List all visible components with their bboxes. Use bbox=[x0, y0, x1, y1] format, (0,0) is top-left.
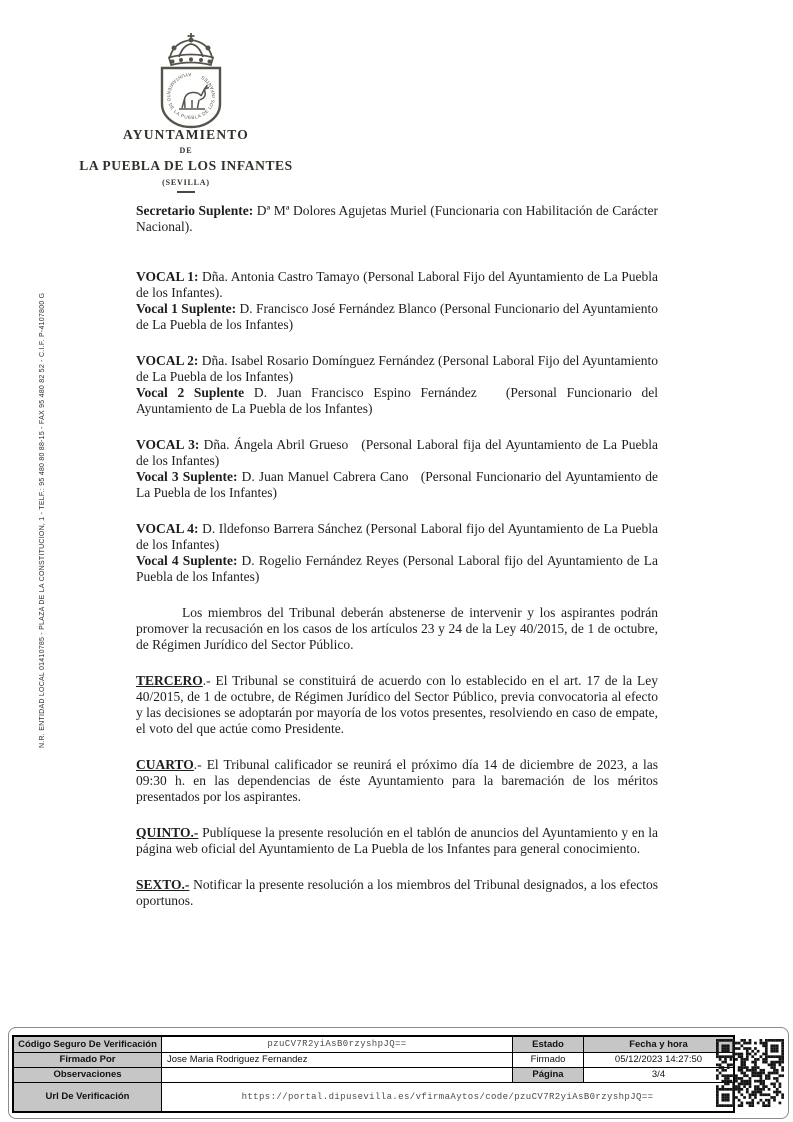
vocal4-text: D. Ildefonso Barrera Sánchez (Personal Laboral fijo del Ayuntamiento de La Puebla de los Infantes) bbox=[136, 521, 659, 552]
qr-code bbox=[716, 1039, 784, 1107]
vocal3-suplente-lead: Vocal 3 Suplente: bbox=[136, 469, 238, 484]
vocal2-text: Dña. Isabel Rosario Domínguez Fernández (Personal Laboral Fijo del Ayuntamiento de La Puebla de los Infantes) bbox=[136, 353, 658, 384]
vocal4-suplente-text: D. Rogelio Fernández Reyes (Personal Laboral fijo del Ayuntamiento de La Puebla de los Infantes) bbox=[136, 553, 658, 584]
vocal2-lead: VOCAL 2: bbox=[136, 353, 199, 368]
quinto-lead: QUINTO.- bbox=[136, 825, 199, 840]
vocal3-lead: VOCAL 3: bbox=[136, 437, 200, 452]
estado-label: Estado bbox=[513, 1036, 584, 1052]
org-name: AYUNTAMIENTO bbox=[123, 127, 249, 142]
csv-value: pzuCV7R2yiAsB0rzyshpJQ== bbox=[162, 1036, 513, 1052]
shield-icon bbox=[162, 68, 220, 127]
table-row bbox=[13, 1052, 734, 1067]
vocal1-text: Dña. Antonia Castro Tamayo (Personal Laboral Fijo del Ayuntamiento de La Puebla de los Infantes). bbox=[136, 269, 658, 300]
secretario-text: Dª Mª Dolores Agujetas Muriel (Funcionaria con Habilitación de Carácter Nacional). bbox=[136, 203, 658, 234]
firmado-por-value: Jose Maria Rodriguez Fernandez bbox=[162, 1052, 513, 1067]
org-province: (SEVILLA) bbox=[162, 178, 210, 187]
observaciones-label: Observaciones bbox=[13, 1067, 162, 1082]
url-label: Url De Verificación bbox=[13, 1082, 162, 1112]
paragraph-abstencion bbox=[136, 605, 658, 653]
vocal2-suplente-lead: Vocal 2 Suplente bbox=[136, 385, 245, 400]
org-de: DE bbox=[179, 146, 193, 155]
vocal-block-1 bbox=[136, 269, 658, 333]
tercero-sep: .- bbox=[202, 673, 216, 688]
pagina-value: 3/4 bbox=[584, 1067, 735, 1082]
cuarto-text: El Tribunal calificador se reunirá el próximo día 14 de diciembre de 2023, a las 09:30 h. en las dependencias de éste Ayuntamiento para la baremación de los méritos presentados por los aspirantes. bbox=[136, 757, 659, 804]
firmado-por-label: Firmado Por bbox=[13, 1052, 162, 1067]
vocal3-suplente-text: D. Juan Manuel Cabrera Cano (Personal Funcionario del Ayuntamiento de La Puebla de los Infantes) bbox=[136, 469, 659, 500]
header-dash bbox=[177, 191, 195, 193]
verification-table bbox=[12, 1035, 735, 1113]
cuarto-lead: CUARTO bbox=[136, 757, 194, 772]
tercero-text: El Tribunal se constituirá de acuerdo con lo establecido en el art. 17 de la Ley 40/2015, de 1 de octubre, de Régimen Jurídico del Sector Público, previa convocatoria al efecto y las decisiones se adoptarán por mayoría de los votos presentes, resolviendo en caso de empate, el voto del que actúe como Presidente. bbox=[136, 673, 659, 736]
table-row bbox=[13, 1082, 734, 1112]
section-sexto bbox=[136, 877, 658, 909]
abstencion-text: Los miembros del Tribunal deberán abstenerse de intervenir y los aspirantes podrán promover la recusación en los casos de los artículos 23 y 24 de la Ley 40/2015, de 1 de octubre, de Régimen Jurídico del Sector Público. bbox=[136, 605, 658, 652]
section-tercero bbox=[136, 673, 658, 737]
fecha-value: 05/12/2023 14:27:50 bbox=[584, 1052, 735, 1067]
table-row bbox=[13, 1036, 734, 1052]
vocal1-lead: VOCAL 1: bbox=[136, 269, 199, 284]
coat-of-arms bbox=[141, 31, 241, 131]
sexto-text: Notificar la presente resolución a los miembros del Tribunal designados, a los efectos oportunos. bbox=[136, 877, 659, 908]
vocal3-text: Dña. Ángela Abril Grueso (Personal Laboral fija del Ayuntamiento de La Puebla de los Infantes) bbox=[136, 437, 659, 468]
cuarto-sep: .- bbox=[193, 757, 207, 772]
vocal-block-3 bbox=[136, 437, 658, 501]
url-value: https://portal.dipusevilla.es/vfirmaAytos/code/pzuCV7R2yiAsB0rzyshpJQ== bbox=[162, 1082, 735, 1112]
registry-sideline: N.R. ENTIDAD LOCAL 01410785 - PLAZA DE LA CONSTITUCION, 1 - TELF.: 95 480 80 88-15 - FAX 95 480 82 52 - C.I.F. P-4107800 G bbox=[39, 292, 46, 748]
table-row bbox=[13, 1067, 734, 1082]
fecha-label: Fecha y hora bbox=[584, 1036, 735, 1052]
csv-label: Código Seguro De Verificación bbox=[13, 1036, 162, 1052]
vocal1-suplente-text: D. Francisco José Fernández Blanco (Personal Funcionario del Ayuntamiento de La Puebla de los Infantes) bbox=[136, 301, 658, 332]
section-cuarto bbox=[136, 757, 658, 805]
sexto-lead: SEXTO.- bbox=[136, 877, 190, 892]
org-town: LA PUEBLA DE LOS INFANTES bbox=[79, 158, 293, 173]
quinto-text: Publíquese la presente resolución en el tablón de anuncios del Ayuntamiento y en la página web oficial del Ayuntamiento de La Puebla de los Infantes para general conocimiento. bbox=[136, 825, 659, 856]
vocal4-lead: VOCAL 4: bbox=[136, 521, 199, 536]
section-quinto bbox=[136, 825, 658, 857]
paragraph-secretario-suplente bbox=[136, 203, 658, 235]
estado-value: Firmado bbox=[513, 1052, 584, 1067]
letterhead bbox=[60, 127, 312, 193]
vocal1-suplente-lead: Vocal 1 Suplente: bbox=[136, 301, 237, 316]
vocal4-suplente-lead: Vocal 4 Suplente: bbox=[136, 553, 238, 568]
observaciones-value bbox=[162, 1067, 513, 1082]
pagina-label: Página bbox=[513, 1067, 584, 1082]
vocal2-suplente-text: D. Juan Francisco Espino Fernández (Personal Funcionario del Ayuntamiento de La Puebla de los Infantes) bbox=[136, 385, 658, 416]
vocal-block-2 bbox=[136, 353, 658, 417]
vocal-block-4 bbox=[136, 521, 658, 585]
secretario-lead: Secretario Suplente: bbox=[136, 203, 254, 218]
document-body bbox=[136, 203, 658, 929]
tercero-lead: TERCERO bbox=[136, 673, 203, 688]
crest-ring-text: AYUNTAMIENTO DE LA PUEBLA DE LOS INFANTES bbox=[165, 71, 217, 121]
crown-icon bbox=[169, 33, 213, 65]
